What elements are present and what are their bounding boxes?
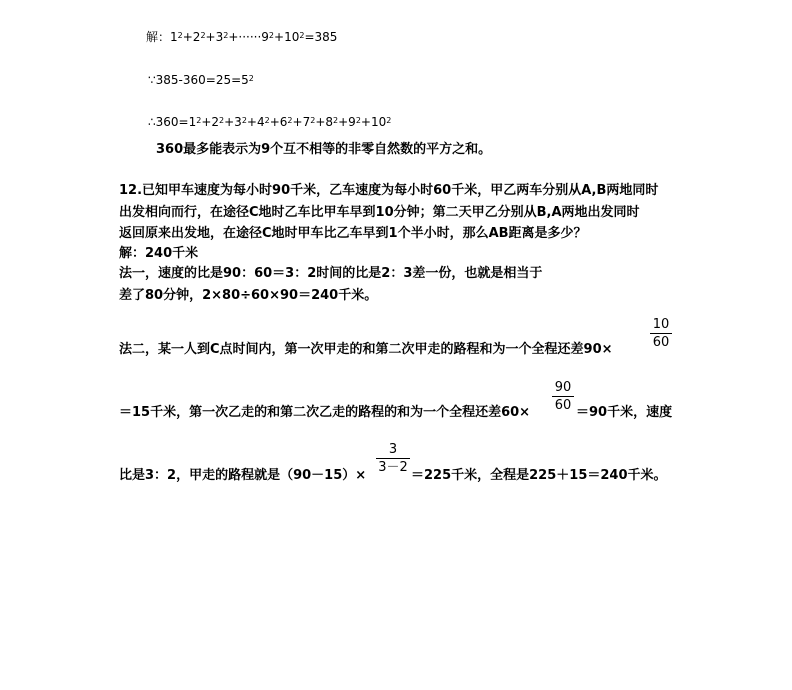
therefore-line: $\therefore 360=1^2+2^2+3^2+4^2+6^2+7^2+8^2+9^2+10^2$ [148,115,392,129]
problem-12-line-2: 出发相向而行，在途径C地时乙车比甲车早到10分钟；第二天甲乙分别从B,A两地出发同时 [119,205,640,220]
method-2-line-2a: ＝15千米，第一次乙走的和第二次乙走的路程的和为一个全程还差60× [119,405,531,420]
method-2-line-2b: ＝90千米，速度 [576,405,673,420]
fraction-10-over-60 [650,318,672,349]
fraction-denominator: 3－2 [378,460,408,475]
method-2-line-1: 法二，某一人到C点时间内，第一次甲走的和第二次甲走的路程和为一个全程还差90× [119,342,613,357]
fraction-numerator: 3 [388,442,398,457]
problem-12-line-1: 12.已知甲车速度为每小时90千米，乙车速度为每小时60千米，甲乙两车分别从A,B两地同时 [119,183,659,198]
method-2-line-3a: 比是3：2，甲走的路程就是（90－15）× [119,468,367,483]
solution-sum-line [146,31,337,43]
fraction-denominator: 60 [554,398,572,413]
solution-prefix: 解： [146,30,171,44]
since-line: $\because 385-360=25=5^2$ [148,73,254,87]
sum-expression: $1^2+2^2+3^2+\cdot\cdot\cdot\cdot\cdot\cdot 9^2+10^2=385$ [170,30,338,44]
problem-12-line-3: 返回原来出发地，在途径C地时甲车比乙车早到1个半小时，那么AB距离是多少？ [119,226,587,241]
fraction-numerator: 90 [554,380,572,395]
fraction-3-over-3-minus-2 [376,443,410,474]
fraction-90-over-60 [552,381,574,412]
method-1-line-1: 法一，速度的比是90：60＝3：2时间的比是2：3差一份，也就是相当于 [119,266,543,281]
fraction-numerator: 10 [652,317,670,332]
method-2-line-3b: ＝225千米，全程是225＋15＝240千米。 [411,468,667,483]
method-1-line-2: 差了80分钟，2×80÷60×90＝240千米。 [119,288,378,303]
answer-line: 解：240千米 [119,246,199,261]
conclusion-line: 360最多能表示为9个互不相等的非零自然数的平方之和。 [156,142,492,157]
fraction-denominator: 60 [652,335,670,350]
